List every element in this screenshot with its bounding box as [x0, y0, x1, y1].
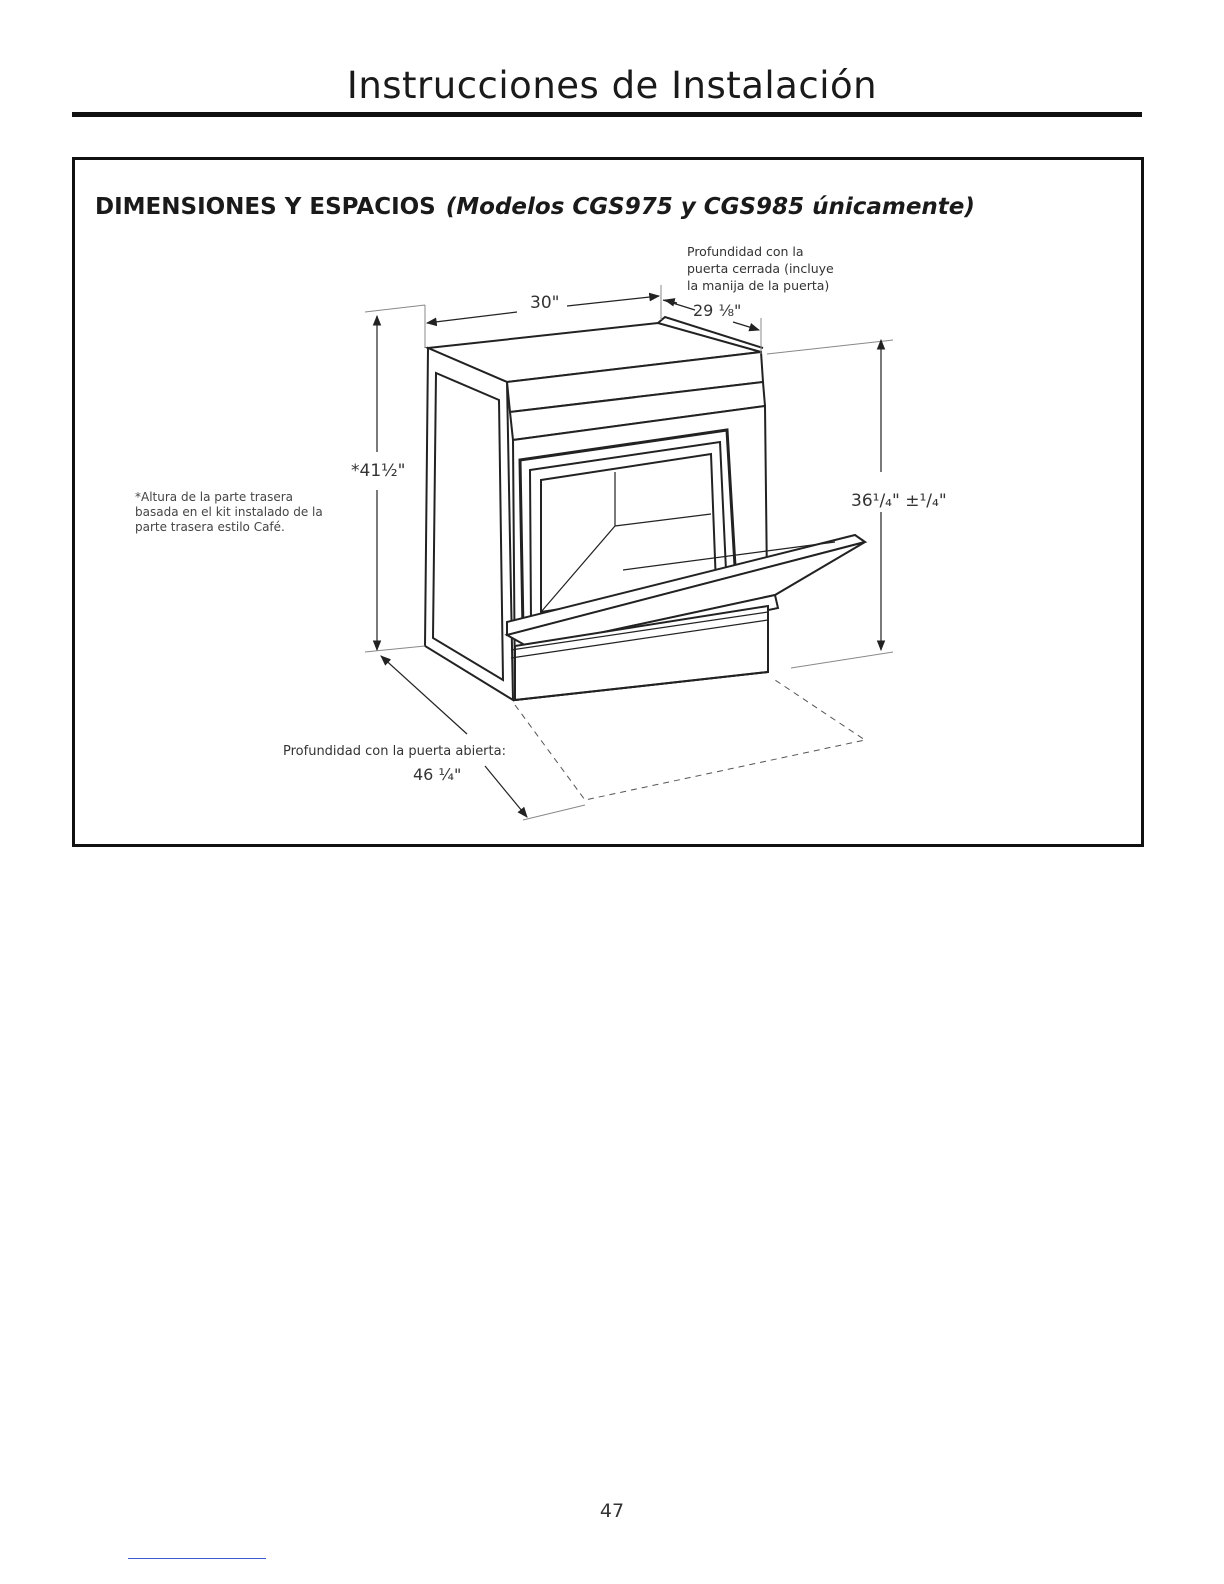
title-rule	[72, 112, 1142, 117]
closed-depth-note-line-1: Profundidad con la	[687, 244, 804, 259]
closed-depth-value: 29 ⅛"	[693, 301, 742, 320]
rear-height-note-line-1: *Altura de la parte trasera	[135, 490, 293, 504]
range-illustration	[425, 317, 865, 700]
page-title: Instrucciones de Instalación	[346, 64, 878, 107]
closed-depth-note-line-3: la manija de la puerta)	[687, 278, 830, 293]
open-depth-value: 46 ¼"	[413, 765, 462, 784]
section-heading-main: DIMENSIONES Y ESPACIOS	[95, 194, 436, 220]
rear-height-note-line-3: parte trasera estilo Café.	[135, 520, 285, 534]
rear-height-note-line-2: basada en el kit instalado de la	[135, 505, 323, 519]
footer-link-underline	[128, 1558, 266, 1559]
open-depth-note: Profundidad con la puerta abierta:	[283, 744, 506, 759]
rear-height-note	[135, 490, 323, 535]
page-number: 47	[599, 1500, 625, 1522]
rear-height-value: *41½"	[351, 461, 406, 481]
cooktop-height-value: 36¹/₄" ±¹/₄"	[851, 491, 947, 511]
section-subheading: (Modelos CGS975 y CGS985 únicamente)	[445, 194, 975, 220]
width-label: 30"	[530, 293, 560, 313]
closed-depth-note-line-2: puerta cerrada (incluye	[687, 261, 834, 276]
dimensions-panel	[72, 157, 1144, 847]
